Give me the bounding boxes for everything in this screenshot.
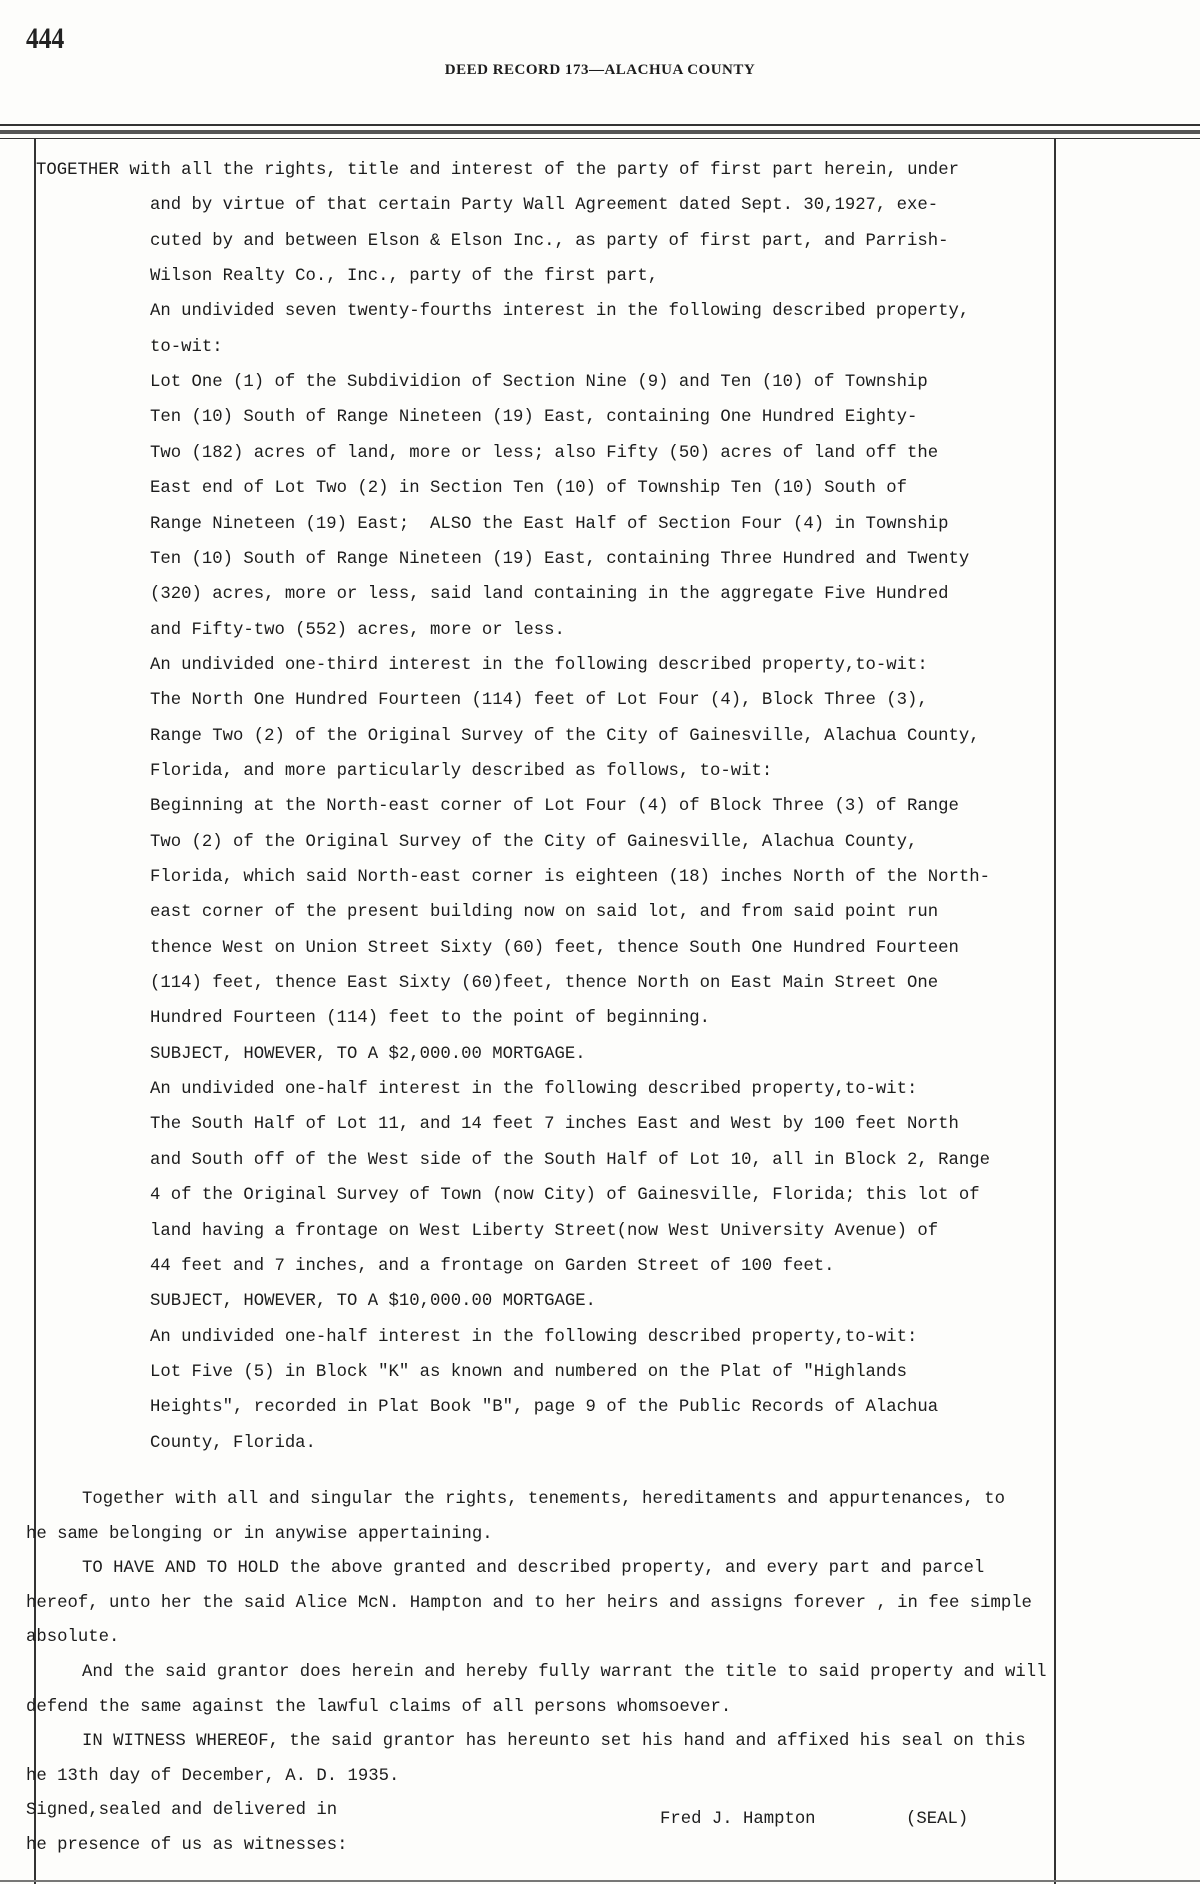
text-line: Hundred Fourteen (114) feet to the point of beginning. [150,1009,711,1029]
seal-label: (SEAL) [906,1810,969,1829]
text-line: hereof, unto her the said Alice McN. Hampton and to her heirs and assigns forever , in fee simple [26,1593,1032,1613]
text-line: An undivided one-half interest in the following described property,to-wit: [150,1327,918,1347]
header-rule [0,124,1200,126]
text-line: Lot One (1) of the Subdividion of Section Nine (9) and Ten (10) of Township [150,373,928,393]
text-line: Florida, which said North-east corner is eighteen (18) inches North of the North- [150,868,991,887]
text-line: Beginning at the North-east corner of Lot Four (4) of Block Three (3) of Range [150,797,959,817]
text-line: Two (2) of the Original Survey of the City of Gainesville, Alachua County, [150,832,918,852]
text-line: And the said grantor does herein and hereby fully warrant the title to said property and will [82,1663,1047,1682]
text-line: (320) acres, more or less, said land containing in the aggregate Five Hundred [150,585,949,605]
text-line: 44 feet and 7 inches, and a frontage on Garden Street of 100 feet. [150,1256,835,1276]
text-line: County, Florida. [150,1433,316,1453]
left-margin-line [34,138,36,1884]
text-line: Lot Five (5) in Block "K" as known and numbered on the Plat of "Highlands [150,1362,908,1382]
text-line: 4 of the Original Survey of Town (now City) of Gainesville, Florida; this lot of [150,1186,980,1206]
text-line: Ten (10) South of Range Nineteen (19) East, containing Three Hundred and Twenty [150,549,970,569]
text-line: An undivided one-half interest in the following described property,to-wit: [150,1080,918,1100]
text-line: he same belonging or in anywise appertaining. [26,1524,493,1544]
page-header: DEED RECORD 173—ALACHUA COUNTY [444,62,756,78]
text-line: (114) feet, thence East Sixty (60)feet, thence North on East Main Street One [150,974,939,994]
header-rule [0,138,1200,139]
text-line: and Fifty-two (552) acres, more or less. [150,620,565,640]
text-line: he presence of us as witnesses: [26,1836,348,1855]
text-line: Wilson Realty Co., Inc., party of the first part, [150,267,659,287]
text-line: cuted by and between Elson & Elson Inc., as party of first part, and Parrish- [150,231,949,251]
text-line: Together with all and singular the rights, tenements, hereditaments and appurtenances, to [82,1490,1005,1509]
text-line: IN WITNESS WHEREOF, the said grantor has hereunto set his hand and affixed his seal on this [82,1732,1026,1752]
text-line: Ten (10) South of Range Nineteen (19) East, containing One Hundred Eighty- [150,408,918,428]
text-line: TOGETHER with all the rights, title and interest of the party of first part herein, under [36,161,959,180]
grantor-signature: Fred J. Hampton [660,1810,816,1829]
text-line: Florida, and more particularly described as follows, to-wit: [150,761,773,781]
text-line: he 13th day of December, A. D. 1935. [26,1766,400,1786]
text-line: The North One Hundred Fourteen (114) feet of Lot Four (4), Block Three (3), [150,691,928,711]
page-number: 444 [26,22,65,55]
right-margin-line [1054,138,1056,1884]
text-line: Range Nineteen (19) East; ALSO the East Half of Section Four (4) in Township [150,514,949,534]
text-line: thence West on Union Street Sixty (60) feet, thence South One Hundred Fourteen [150,938,959,958]
text-line: TO HAVE AND TO HOLD the above granted and described property, and every part and parcel [82,1559,985,1579]
text-line: An undivided one-third interest in the following described property,to-wit: [150,655,928,675]
text-line: SUBJECT, HOWEVER, TO A $10,000.00 MORTGAGE. [150,1292,596,1312]
footer-rule [0,1880,1200,1882]
text-line: Signed,sealed and delivered in [26,1801,338,1821]
text-line: and South off of the West side of the South Half of Lot 10, all in Block 2, Range [150,1150,991,1170]
text-line: East end of Lot Two (2) in Section Ten (10) of Township Ten (10) South of [150,479,908,499]
text-line: Two (182) acres of land, more or less; also Fifty (50) acres of land off the [150,443,939,463]
text-line: defend the same against the lawful claims of all persons whomsoever. [26,1697,732,1717]
text-line: Range Two (2) of the Original Survey of the City of Gainesville, Alachua County, [150,726,980,746]
header-rule [0,130,1200,134]
text-line: SUBJECT, HOWEVER, TO A $2,000.00 MORTGAGE. [150,1044,586,1064]
text-line: to-wit: [150,337,223,357]
text-line: Heights", recorded in Plat Book "B", page 9 of the Public Records of Alachua [150,1398,939,1418]
text-line: east corner of the present building now on said lot, and from said point run [150,903,939,923]
text-line: An undivided seven twenty-fourths interest in the following described property, [150,302,970,322]
text-line: and by virtue of that certain Party Wall Agreement dated Sept. 30,1927, exe- [150,196,939,216]
text-line: The South Half of Lot 11, and 14 feet 7 inches East and West by 100 feet North [150,1115,959,1135]
text-line: land having a frontage on West Liberty Street(now West University Avenue) of [150,1221,939,1241]
text-line: absolute. [26,1628,120,1648]
